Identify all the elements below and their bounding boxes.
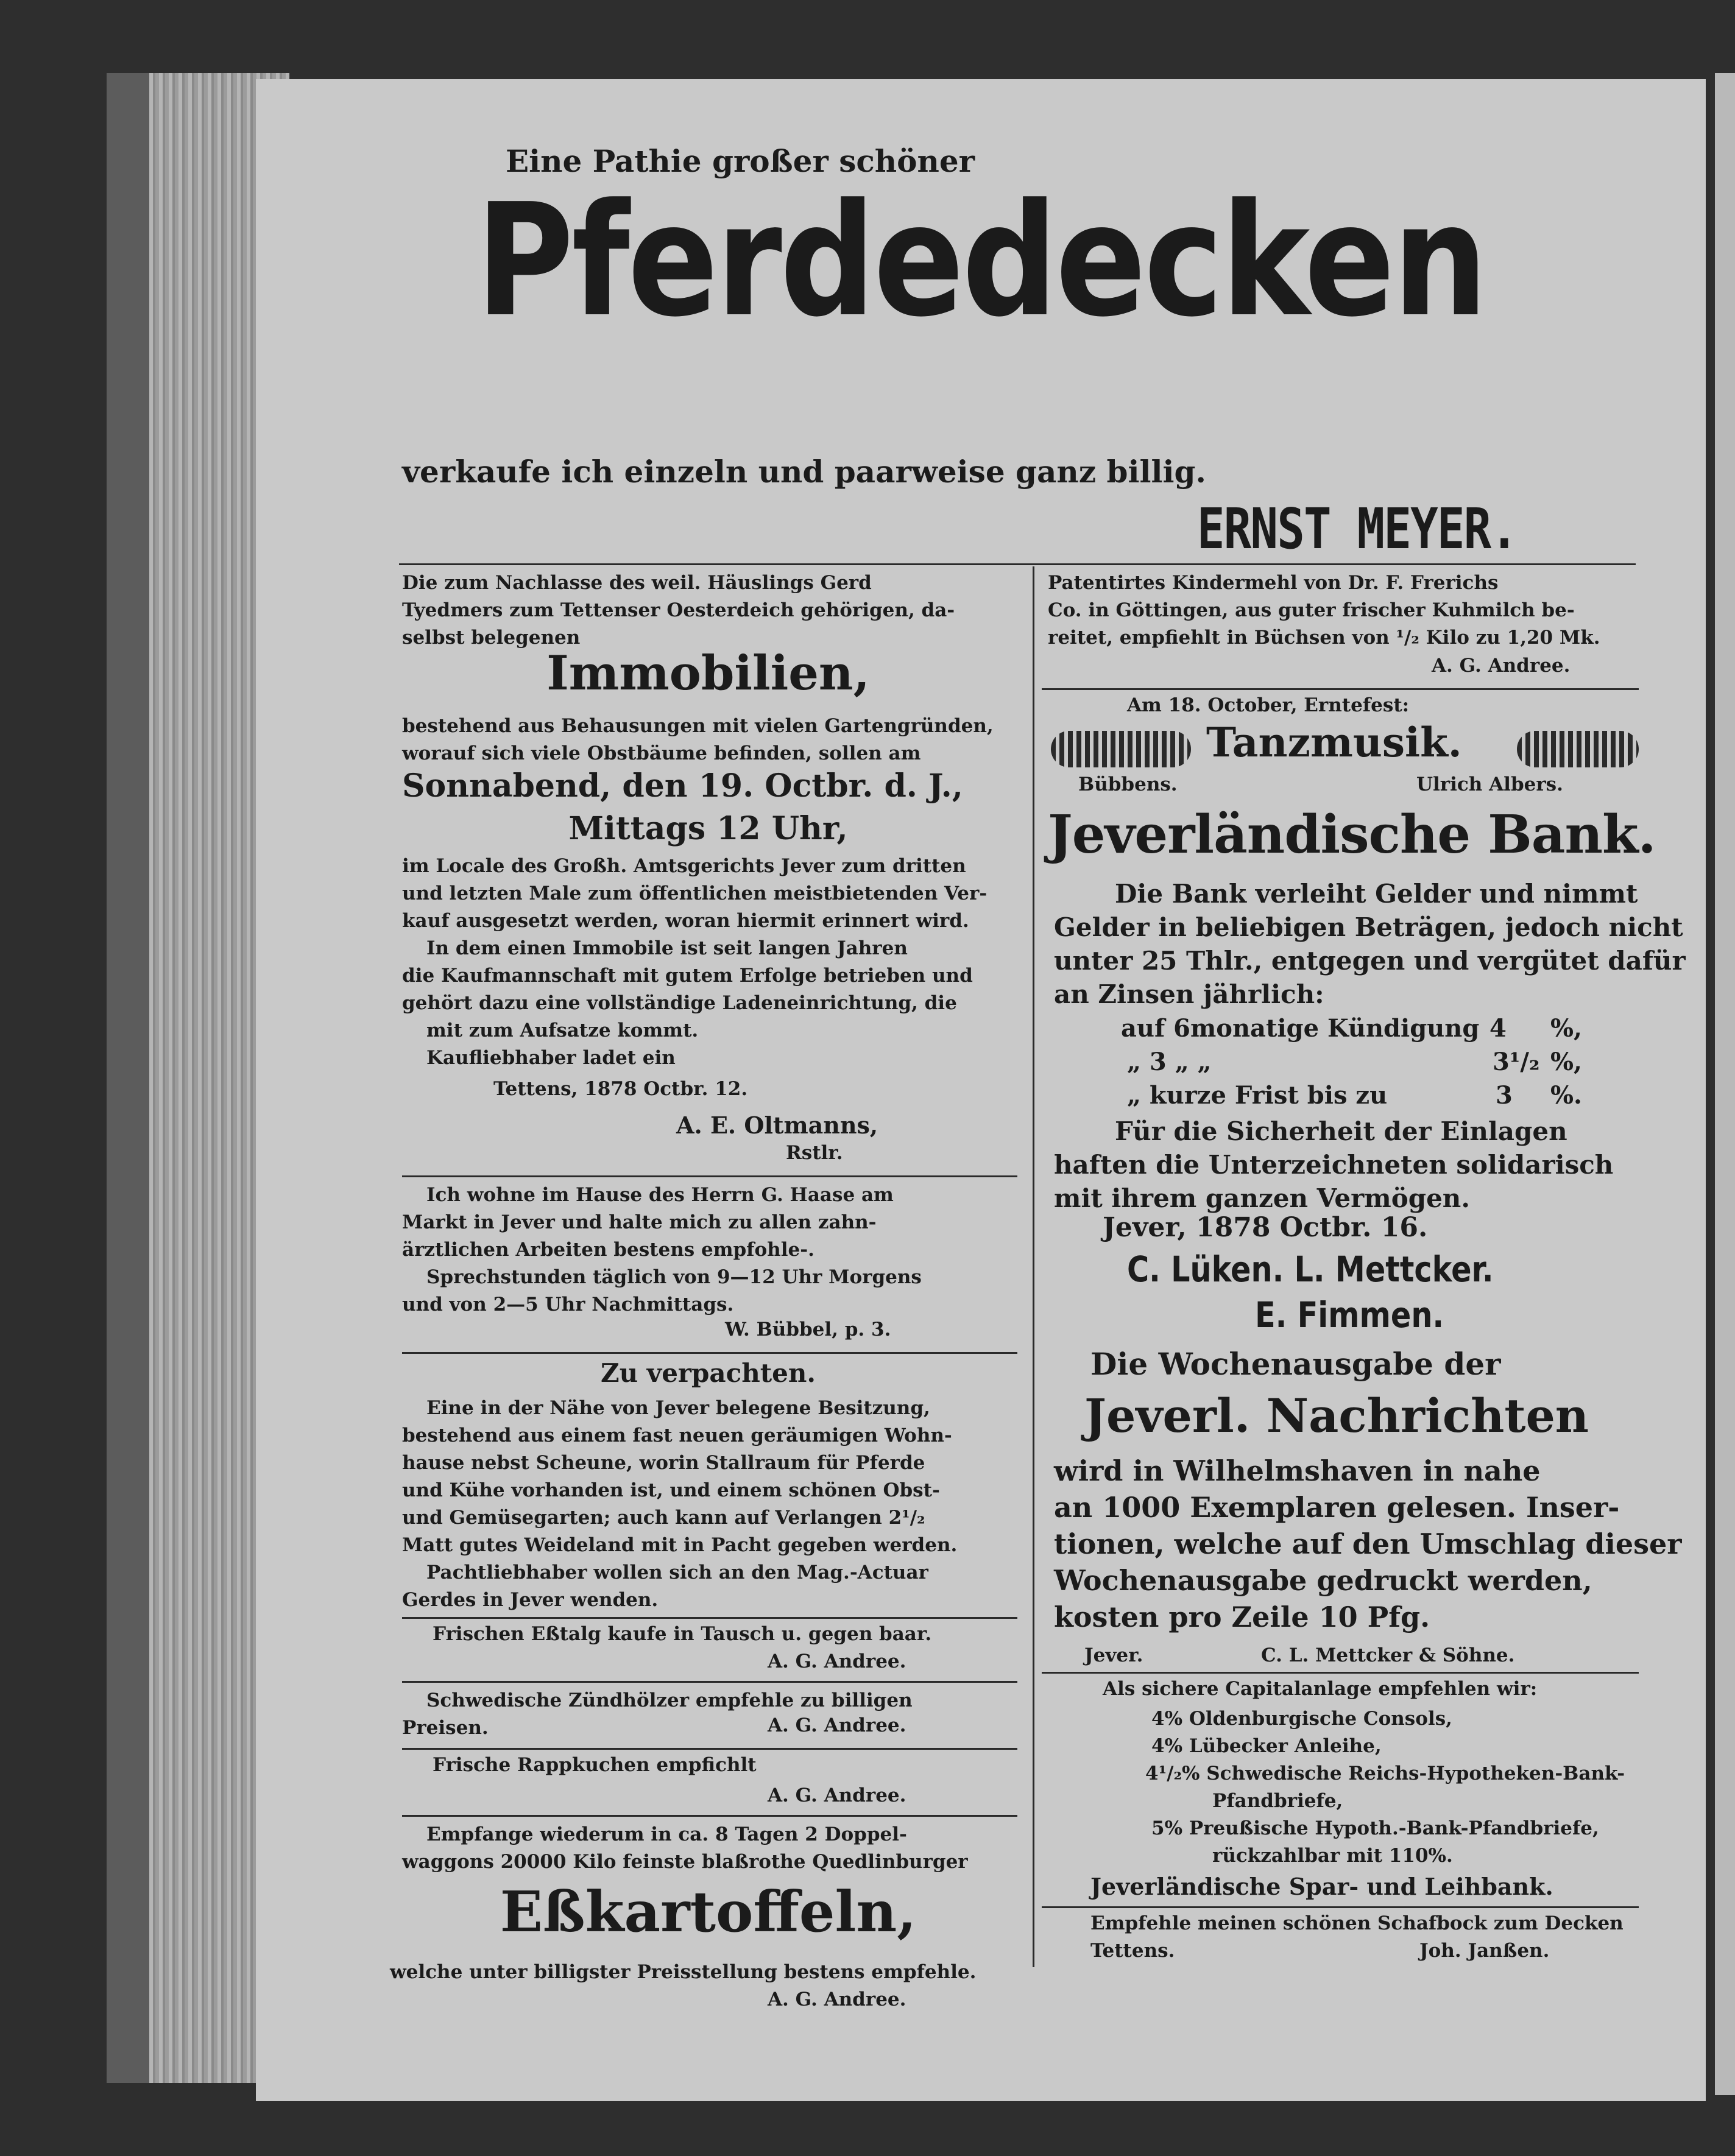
text-line: und Kühe vorhanden ist, und einem schönen Obst- [402,1479,940,1501]
text-line: Eine in der Nähe von Jever belegene Besitzung, [426,1397,930,1419]
lease-notice [402,1395,1014,1614]
rate-term: „ kurze Frist bis zu [1127,1081,1388,1110]
baby-food-notice [1048,569,1657,652]
bank-directors-2: E. Fimmen. [1255,1294,1444,1336]
rule [402,1815,1017,1817]
list-item: rückzahlbar mit 110%. [1212,1845,1453,1867]
dance-ornament-left [1051,731,1191,767]
potatoes-tail: welche unter billigster Preisstellung bestens empfehle. [390,1961,977,1983]
rule [1042,688,1639,690]
immobilien-body2 [402,853,1014,1072]
text-line: gehört dazu eine vollständige Ladeneinrichtung, die [402,992,957,1014]
potatoes-title: Eßkartoffeln, [500,1879,917,1945]
weekly-line1: Die Wochenausgabe der [1090,1346,1501,1382]
text-line: und letzten Male zum öffentlichen meistbietenden Ver- [402,882,988,904]
immobilien-signer-title: Rstlr. [786,1142,843,1164]
rule [402,1617,1017,1619]
list-item: 4¹/₂% Schwedische Reichs-Hypotheken-Bank- [1145,1763,1625,1784]
text-line: wird in Wilhelmshaven in nahe [1054,1454,1541,1487]
text-line: mit ihrem ganzen Vermögen. [1054,1183,1470,1213]
text-line: Für die Sicherheit der Einlagen [1115,1116,1567,1146]
bank-body [1054,877,1686,1011]
text-line: waggons 20000 Kilo feinste blaßrothe Quedlinburger [402,1851,968,1873]
headline: Pferdedecken [476,171,1486,351]
text-line: tionen, welche auf den Umschlag dieser [1054,1527,1682,1560]
auction-date: Sonnabend, den 19. Octbr. d. J., [402,767,963,805]
header-line1: Eine Pathie großer schöner [506,143,975,179]
bank-closing [1054,1115,1645,1215]
dance-ornament-right [1517,731,1639,767]
text-line: Ich wohne im Hause des Herrn G. Haase am [426,1184,894,1206]
baby-food-signer: A. G. Andree. [1432,655,1571,677]
capital-signer: Jeverländische Spar- und Leihbank. [1090,1873,1553,1900]
text-line: bestehend aus einem fast neuen geräumigen Wohn- [402,1425,952,1446]
immobilien-title: Immobilien, [546,646,870,701]
list-item: Pfandbriefe, [1212,1790,1343,1812]
text-line: mit zum Aufsatze kommt. [426,1020,699,1041]
text-line: Preisen. [402,1717,489,1739]
rule [402,1681,1017,1683]
dentist-notice [402,1182,1014,1319]
immobilien-body1 [402,713,1014,767]
text-line: und Gemüsegarten; auch kann auf Verlangen 2¹/₂ [402,1507,925,1529]
text-line: Kaufliebhaber ladet ein [426,1047,676,1069]
weekly-signer: C. L. Mettcker & Söhne. [1261,1644,1515,1666]
rate-unit: %, [1550,1048,1582,1076]
rapeseed-signer: A. G. Andree. [768,1784,906,1806]
rate-value: 3 [1496,1081,1513,1110]
text-line: an 1000 Exemplaren gelesen. Inser- [1054,1491,1620,1524]
column-divider [1033,566,1034,1967]
capital-intro: Als sichere Capitalanlage empfehlen wir: [1103,1678,1538,1700]
immobilien-place-date: Tettens, 1878 Octbr. 12. [493,1078,748,1100]
bank-title: Jeverländische Bank. [1048,804,1656,865]
matches-notice [402,1687,1014,1742]
text-line: selbst belegenen [402,627,581,649]
dance-date: Am 18. October, Erntefest: [1127,694,1410,716]
ram-signer: Joh. Janßen. [1419,1940,1550,1962]
newspaper-page [256,79,1706,2101]
rule [1042,1672,1639,1674]
text-line: Schwedische Zündhölzer empfehle zu billigen [426,1689,913,1711]
text-line: Gelder in beliebigen Beträgen, jedoch nicht [1054,912,1683,942]
list-item: 4% Oldenburgische Consols, [1151,1708,1452,1730]
text-line: hause nebst Scheune, worin Stallraum für Pferde [402,1452,925,1474]
rule [402,1748,1017,1750]
text-line: die Kaufmannschaft mit gutem Erfolge betrieben und [402,965,973,987]
auction-time: Mittags 12 Uhr, [568,810,848,847]
text-line: und von 2—5 Uhr Nachmittags. [402,1294,734,1316]
tallow-signer: A. G. Andree. [768,1650,906,1672]
potatoes-notice [402,1821,1014,1876]
text-line: In dem einen Immobile ist seit langen Jahren [426,937,908,959]
dance-host-right: Ulrich Albers. [1416,773,1563,795]
header-line2: verkaufe ich einzeln und paarweise ganz billig. [402,454,1206,490]
text-line: Gerdes in Jever wenden. [402,1589,659,1611]
book-spine [107,73,149,2083]
text-line: Wochenausgabe gedruckt werden, [1054,1564,1592,1597]
text-line: Die zum Nachlasse des weil. Häuslings Gerd [402,572,872,594]
text-line: kauf ausgesetzt werden, woran hiermit erinnert wird. [402,910,969,932]
text-line: Empfange wiederum in ca. 8 Tagen 2 Doppel- [426,1823,907,1845]
rate-term: auf 6monatige Kündigung [1121,1014,1480,1043]
text-line: ärztlichen Arbeiten bestens empfohle-. [402,1239,814,1261]
weekly-place: Jever. [1084,1644,1143,1666]
text-line: Die Bank verleiht Gelder und nimmt [1115,879,1638,909]
text-line: Sprechstunden täglich von 9—12 Uhr Morgens [426,1266,922,1288]
rule [402,1352,1017,1354]
capital-list [1145,1705,1651,1870]
text-line: Markt in Jever und halte mich zu allen zahn- [402,1211,877,1233]
header-rule [399,563,1636,565]
text-line: Pachtliebhaber wollen sich an den Mag.-Actuar [426,1562,928,1584]
rate-value: 4 [1489,1014,1507,1043]
text-line: unter 25 Thlr., entgegen und vergütet dafür [1054,946,1686,976]
lease-title: Zu verpachten. [600,1358,816,1388]
text-line: bestehend aus Behausungen mit vielen Gartengründen, [402,715,994,737]
text-line: reitet, empfiehlt in Büchsen von ¹/₂ Kilo zu 1,20 Mk. [1048,627,1600,649]
list-item: 5% Preußische Hypoth.-Bank-Pfandbriefe, [1151,1817,1599,1839]
text-line: Tyedmers zum Tettenser Oesterdeich gehörigen, da- [402,599,955,621]
advertiser-name: ERNST MEYER. [1197,496,1518,562]
rate-unit: %. [1550,1081,1582,1110]
text-line: worauf sich viele Obstbäume befinden, sollen am [402,742,921,764]
rule [1042,1906,1639,1908]
weekly-title: Jeverl. Nachrichten [1084,1389,1589,1443]
rule [402,1175,1017,1177]
next-page-edge [1715,73,1735,2095]
text-line: haften die Unterzeichneten solidarisch [1054,1150,1614,1180]
ram-place: Tettens. [1090,1940,1175,1962]
text-line: kosten pro Zeile 10 Pfg. [1054,1601,1430,1633]
text-line: Patentirtes Kindermehl von Dr. F. Frerichs [1048,572,1499,594]
potatoes-signer: A. G. Andree. [768,1989,906,2010]
matches-signer: A. G. Andree. [768,1714,906,1736]
rate-unit: %, [1550,1014,1582,1043]
rate-value: 3¹/₂ [1493,1048,1540,1076]
dance-title: Tanzmusik. [1206,719,1462,766]
text-line: Matt gutes Weideland mit in Pacht gegeben werden. [402,1534,958,1556]
bank-place-date: Jever, 1878 Octbr. 16. [1103,1212,1428,1243]
text-line: Co. in Göttingen, aus guter frischer Kuhmilch be- [1048,599,1575,621]
text-line: im Locale des Großh. Amtsgerichts Jever zum dritten [402,855,966,877]
weekly-body [1054,1453,1682,1635]
rate-term: „ 3 „ „ [1127,1048,1212,1076]
dance-host-left: Bübbens. [1078,773,1178,795]
ram-notice: Empfehle meinen schönen Schafbock zum Decken [1090,1912,1624,1934]
immobilien-signer: A. E. Oltmanns, [676,1111,878,1139]
tallow-notice: Frischen Eßtalg kaufe in Tausch u. gegen baar. [433,1623,932,1645]
text-line: an Zinsen jährlich: [1054,979,1324,1009]
bank-directors-1: C. Lüken. L. Mettcker. [1127,1249,1494,1290]
immobilien-intro [402,569,1014,652]
rapeseed-notice: Frische Rappkuchen empfichlt [433,1754,757,1776]
list-item: 4% Lübecker Anleihe, [1151,1735,1382,1757]
dentist-signer: W. Bübbel, p. 3. [725,1319,891,1340]
